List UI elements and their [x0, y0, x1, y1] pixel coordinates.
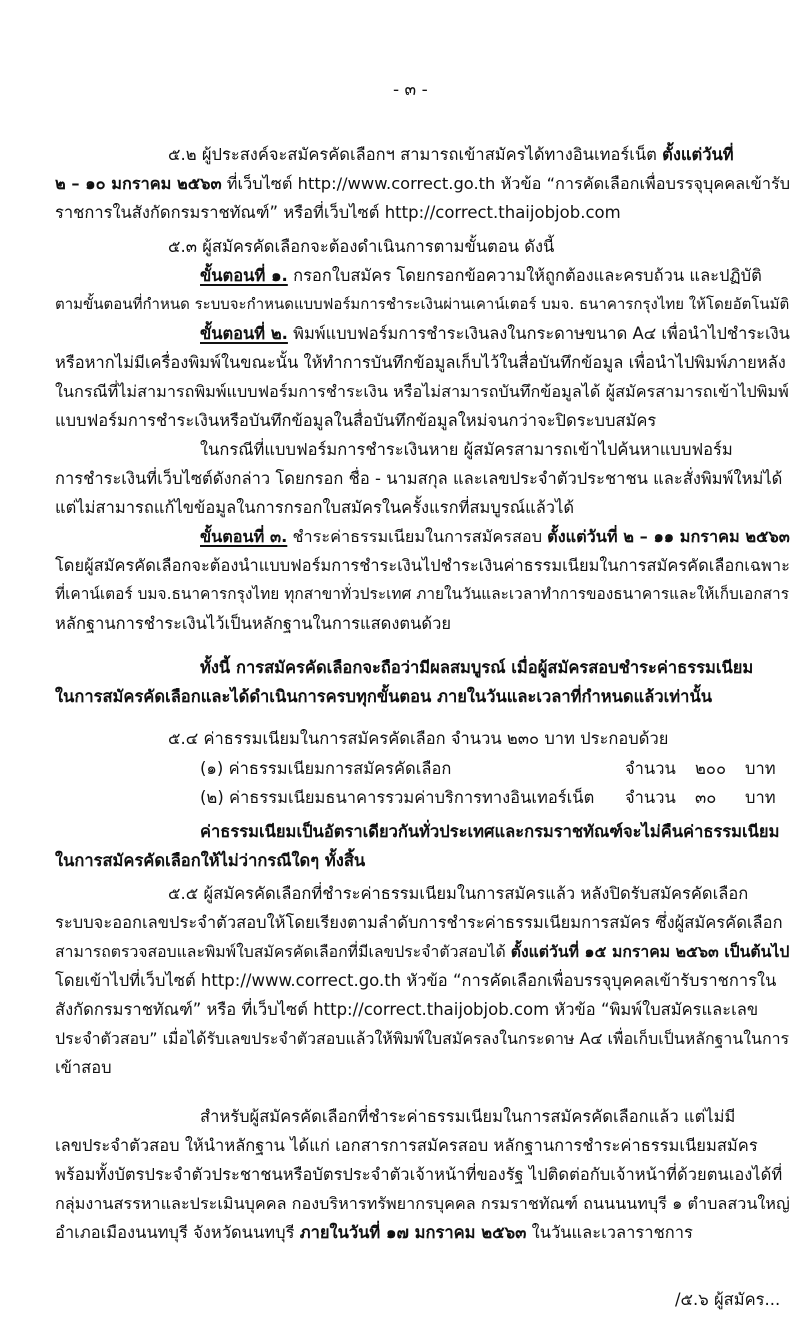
step2-line-1: ขั้นตอนที่ ๒. พิมพ์แบบฟอร์มการชำระเงินลงในกระดาษขนาด A๔ เพื่อนำไปชำระเงิน: [200, 324, 790, 343]
fee-note-line-2: ในการสมัครคัดเลือกให้ไม่ว่ากรณีใดๆ ทั้งสิ้น: [55, 851, 366, 870]
s55-line-4: โดยเข้าไปที่เว็บไซต์ http://www.correct.go.th หัวข้อ “การคัดเลือกเพื่อบรรจุบุคคลเข้ารับราชการใน: [55, 971, 777, 990]
completion-note-line-2: ในการสมัครคัดเลือกและได้ดำเนินการครบทุกขั้นตอน ภายในวันและเวลาที่กำหนดแล้วเท่านั้น: [55, 687, 713, 706]
s55-date-start: ตั้งแต่วันที่ ๑๕ มกราคม ๒๕๖๓ เป็นต้นไป: [510, 942, 790, 961]
fee-item-1-amount-label: จำนวน: [625, 759, 676, 778]
missing-id-line-5: อำเภอเมืองนนทบุรี จังหวัดนนทบุรี ภายในวันที่ ๑๗ มกราคม ๒๕๖๓ ในวันและเวลาราชการ: [55, 1223, 693, 1242]
missing-id-line-4: กลุ่มงานสรรหาและประเมินบุคคล กองบริหารทรัพยากรบุคคล กรมราชทัณฑ์ ถนนนนทบุรี ๑ ตำบลสวนใหญ่: [55, 1194, 790, 1213]
s52-date-start: ตั้งแต่วันที่: [662, 145, 734, 164]
step2-label: ขั้นตอนที่ ๒.: [200, 324, 288, 343]
lost-form-line-1: ในกรณีที่แบบฟอร์มการชำระเงินหาย ผู้สมัครสามารถเข้าไปค้นหาแบบฟอร์ม: [200, 440, 733, 459]
missing-id-line-3: พร้อมทั้งบัตรประจำตัวประชาชนหรือบัตรประจำตัวเจ้าหน้าที่ของรัฐ ไปติดต่อกับเจ้าหน้าที่ด้วยตนเองได้ที่: [55, 1165, 783, 1184]
s55-line-1: ๕.๕ ผู้สมัครคัดเลือกที่ชำระค่าธรรมเนียมในการสมัครแล้ว หลังปิดรับสมัครคัดเลือก: [168, 884, 749, 903]
lost-form-line-2: การชำระเงินที่เว็บไซต์ดังกล่าว โดยกรอก ชื่อ - นามสกุล และเลขประจำตัวประชาชน และสั่งพิมพ์ใหม่ได้: [55, 469, 783, 488]
step3-label: ขั้นตอนที่ ๓.: [200, 527, 288, 546]
lost-form-line-3: แต่ไม่สามารถแก้ไขข้อมูลในการกรอกใบสมัครในครั้งแรกที่สมบูรณ์แล้วได้: [55, 498, 575, 517]
missing-id-line-2: เลขประจำตัวสอบ ให้นำหลักฐาน ได้แก่ เอกสารการสมัครสอบ หลักฐานการชำระค่าธรรมเนียมสมัคร: [55, 1136, 758, 1155]
missing-id-line-1: สำหรับผู้สมัครคัดเลือกที่ชำระค่าธรรมเนียมในการสมัครคัดเลือกแล้ว แต่ไม่มี: [200, 1107, 736, 1126]
step3-line-3: ที่เคาน์เตอร์ บมจ.ธนาคารกรุงไทย ทุกสาขาทั่วประเทศ ภายในวันและเวลาทำการของธนาคารและให้เก็บเอกสาร: [55, 585, 789, 603]
s52-line-3: ราชการในสังกัดกรมราชทัณฑ์” หรือที่เว็บไซต์ http://correct.thaijobjob.com: [55, 203, 621, 222]
step3-line-1: ขั้นตอนที่ ๓. ชำระค่าธรรมเนียมในการสมัครสอบ ตั้งแต่วันที่ ๒ – ๑๑ มกราคม ๒๕๖๓: [200, 527, 790, 546]
continuation-marker: /๕.๖ ผู้สมัคร...: [675, 1290, 781, 1309]
s55-line-2: ระบบจะออกเลขประจำตัวสอบให้โดยเรียงตามลำดับการชำระค่าธรรมเนียมการสมัคร ซึ่งผู้สมัครคัดเลือก: [55, 913, 783, 932]
page-number: - ๓ -: [393, 80, 428, 100]
step3-line-4: หลักฐานการชำระเงินไว้เป็นหลักฐานในการแสดงตนด้วย: [55, 614, 452, 633]
fee-note-line-1: ค่าธรรมเนียมเป็นอัตราเดียวกันทั่วประเทศและกรมราชทัณฑ์จะไม่คืนค่าธรรมเนียม: [200, 822, 780, 841]
step1-line-2: ตามขั้นตอนที่กำหนด ระบบจะกำหนดแบบฟอร์มการชำระเงินผ่านเคาน์เตอร์ บมจ. ธนาคารกรุงไทย ให้โดยอัตโนมัติ: [55, 295, 790, 313]
s52-date-range: ๒ – ๑๐ มกราคม ๒๕๖๓: [55, 174, 222, 193]
s55-line-3: สามารถตรวจสอบและพิมพ์ใบสมัครคัดเลือกที่มีเลขประจำตัวสอบได้ ตั้งแต่วันที่ ๑๕ มกราคม ๒๕๖๓ เป็นต้นไป: [55, 942, 790, 961]
step3-line-2: โดยผู้สมัครคัดเลือกจะต้องนำแบบฟอร์มการชำระเงินไปชำระเงินค่าธรรมเนียมในการสมัครคัดเลือกเฉพาะ: [55, 556, 790, 575]
fee-item-2-amount-label: จำนวน: [625, 788, 676, 807]
s54-heading: ๕.๔ ค่าธรรมเนียมในการสมัครคัดเลือก จำนวน ๒๓๐ บาท ประกอบด้วย: [168, 729, 669, 748]
s55-line-6: ประจำตัวสอบ” เมื่อได้รับเลขประจำตัวสอบแล้วให้พิมพ์ใบสมัครลงในกระดาษ A๔ เพื่อเก็บเป็นหลักฐานในการ: [55, 1029, 790, 1048]
step2-line-3: ในกรณีที่ไม่สามารถพิมพ์แบบฟอร์มการชำระเงิน หรือไม่สามารถบันทึกข้อมูลได้ ผู้สมัครสามารถเข้าไปพิมพ์: [55, 382, 789, 401]
s53-heading: ๕.๓ ผู้สมัครคัดเลือกจะต้องดำเนินการตามขั้นตอน ดังนี้: [168, 237, 555, 256]
step2-line-4: แบบฟอร์มการชำระเงินหรือบันทึกข้อมูลในสื่อบันทึกข้อมูลใหม่จนกว่าจะปิดระบบสมัคร: [55, 411, 657, 430]
fee-item-1-unit: บาท: [745, 759, 776, 778]
step1-line-1: ขั้นตอนที่ ๑. กรอกใบสมัคร โดยกรอกข้อความให้ถูกต้องและครบถ้วน และปฏิบัติ: [200, 266, 762, 285]
fee-item-2-unit: บาท: [745, 788, 776, 807]
step3-date-range: ตั้งแต่วันที่ ๒ – ๑๑ มกราคม ๒๕๖๓: [547, 527, 790, 546]
step2-line-2: หรือหากไม่มีเครื่องพิมพ์ในขณะนั้น ให้ทำการบันทึกข้อมูลเก็บไว้ในสื่อบันทึกข้อมูล เพื่อนำไปพิมพ์ภายหลัง: [55, 353, 786, 372]
fee-item-1-label: (๑) ค่าธรรมเนียมการสมัครคัดเลือก: [200, 759, 452, 778]
fee-item-2-amount: ๓๐: [695, 788, 717, 807]
fee-item-2-label: (๒) ค่าธรรมเนียมธนาคารรวมค่าบริการทางอินเทอร์เน็ต: [200, 788, 595, 807]
s55-line-7: เข้าสอบ: [55, 1058, 112, 1077]
completion-note-line-1: ทั้งนี้ การสมัครคัดเลือกจะถือว่ามีผลสมบูรณ์ เมื่อผู้สมัครสอบชำระค่าธรรมเนียม: [200, 658, 754, 677]
fee-item-1-amount: ๒๐๐: [695, 759, 727, 778]
step1-label: ขั้นตอนที่ ๑.: [200, 266, 288, 285]
s55-line-5: สังกัดกรมราชทัณฑ์” หรือ ที่เว็บไซต์ http://correct.thaijobjob.com หัวข้อ “พิมพ์ใบสมัครและเลข: [55, 1000, 759, 1019]
s52-line-1: ๕.๒ ผู้ประสงค์จะสมัครคัดเลือกฯ สามารถเข้าสมัครได้ทางอินเทอร์เน็ต ตั้งแต่วันที่: [168, 145, 734, 164]
s52-line-2: ๒ – ๑๐ มกราคม ๒๕๖๓ ที่เว็บไซต์ http://www.correct.go.th หัวข้อ “การคัดเลือกเพื่อบรรจุบุคคลเข้ารับ: [55, 174, 791, 193]
missing-id-deadline: ภายในวันที่ ๑๗ มกราคม ๒๕๖๓: [299, 1223, 527, 1242]
